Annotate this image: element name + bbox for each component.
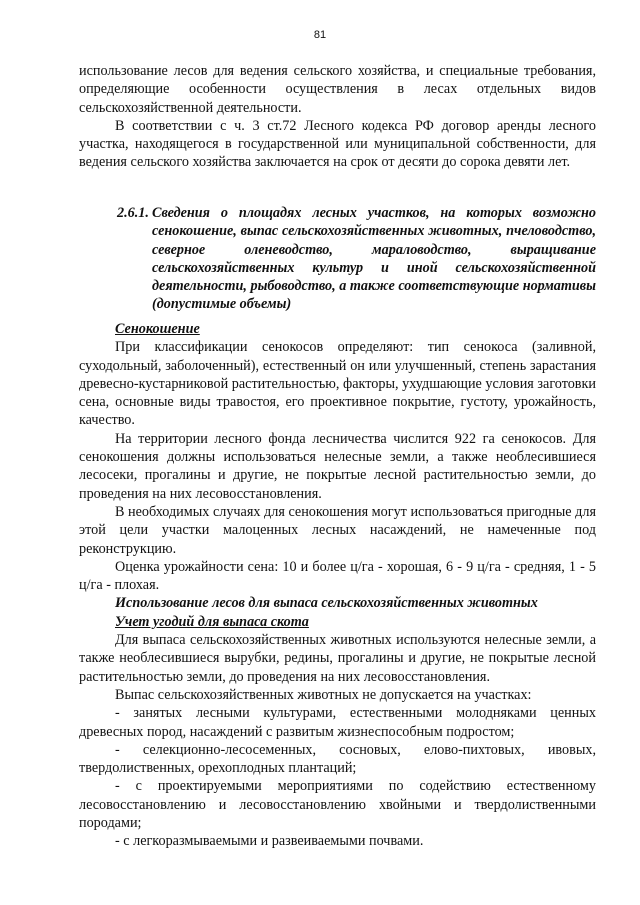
restriction-item: - с проектируемыми мероприятиями по содействию естественному лесовосстановлению и лесовосстановлению хвойными и твердолиственными породами; [79,778,596,832]
intro-paragraph-2: В соответствии с ч. 3 ст.72 Лесного кодекса РФ договор аренды лесного участка, находящегося в государственной или муниципальной собственности, для ведения сельского хозяйства заключается на срок от десяти до сорока девяти лет. [79,117,596,171]
grazing-paragraph-2: Выпас сельскохозяйственных животных не допускается на участках: [115,686,532,703]
haymaking-paragraph-3: В необходимых случаях для сенокошения могут использоваться пригодные для этой цели участки малоценных лесных насаждений, не намеченные под реконструкцию. [79,503,596,557]
grazing-subheading: Учет угодий для выпаса скота [115,613,309,630]
haymaking-heading: Сенокошение [115,321,200,337]
intro-block [79,62,596,172]
intro-paragraph-1: использование лесов для ведения сельского хозяйства, и специальные требования, определяющие особенности осуществления в лесах отдельных видов сельскохозяйственной деятельности. [79,63,596,116]
section-number: 2.6.1. [117,205,149,221]
page-number: 81 [313,29,327,41]
restriction-item: - с легкоразмываемыми и развеиваемыми почвами. [115,833,424,850]
grazing-heading: Использование лесов для выпаса сельскохозяйственных животных [115,595,538,612]
grazing-paragraph-1: Для выпаса сельскохозяйственных животных используются нелесные земли, а также необлесившиеся вырубки, редины, прогалины и другие, не покрытые лесной растительностью земли, до проведения на них лесовосстановления. [79,632,596,685]
restriction-item: - селекционно-лесосеменных, сосновых, елово-пихтовых, ивовых, твердолиственных, орехоплодных плантаций; [79,741,596,777]
haymaking-block [79,320,596,851]
section-heading [117,204,596,314]
haymaking-paragraph-4: Оценка урожайности сена: 10 и более ц/га - хорошая, 6 - 9 ц/га - средняя, 1 - 5 ц/га - плохая. [79,558,596,594]
restriction-item: - занятых лесными культурами, естественными молодняками ценных древесных пород, насаждений с развитым жизнеспособным подростом; [79,705,596,740]
section-title: Сведения о площадях лесных участков, на которых возможно сенокошение, выпас сельскохозяйственных животных, пчеловодство, северное оленеводство, мараловодство, выращивание сельскохозяйственных культур и иной сельскохозяйственной деятельности, рыбоводство, а также соответствующие нормативы (допустимые объемы) [152,205,596,313]
haymaking-paragraph-1: При классификации сенокосов определяют: тип сенокоса (заливной, суходольный, заболоченный), естественный он или улучшенный, степень зарастания древесно-кустарниковой растительностью, факторы, ухудшающие условия заготовки сена, основные виды травостоя, его проективное покрытие, густоту, урожайность, качество. [79,339,596,429]
haymaking-paragraph-2: На территории лесного фонда лесничества числится 922 га сенокосов. Для сенокошения должны использоваться нелесные земли, а также необлесившиеся лесосеки, прогалины и другие, не покрытые лесной растительностью земли, до проведения на них лесовосстановления. [79,430,596,502]
